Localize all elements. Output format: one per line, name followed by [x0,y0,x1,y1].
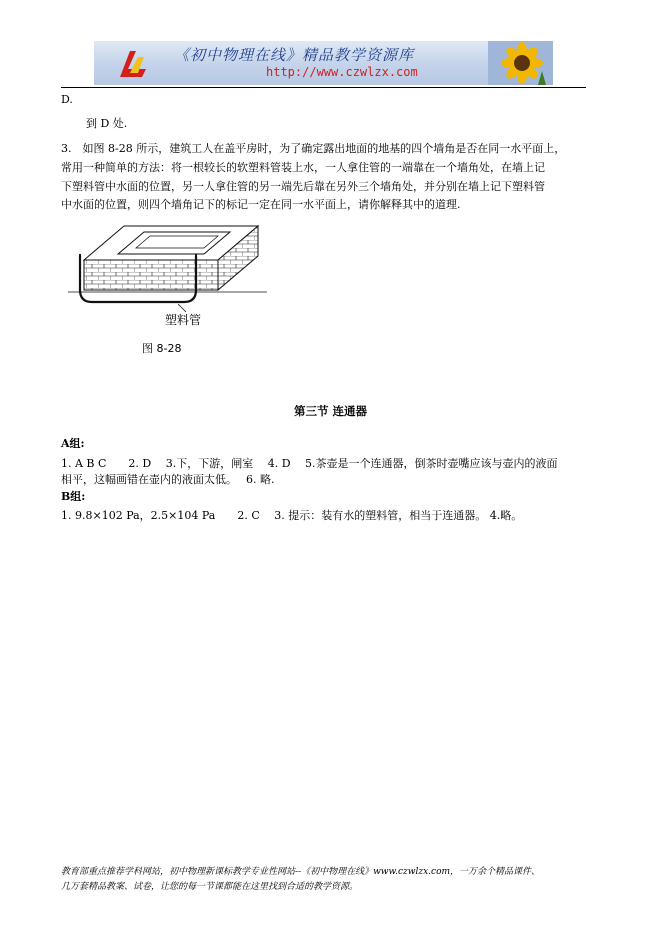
group-a-label: A组: [61,437,85,450]
footer-line-2: 几万套精品教案、试卷，让您的每一节课都能在这里找到合适的教学资源。 [61,882,359,892]
header-rule [61,87,586,88]
group-b-line: 1. 9.8×102 Pa，2.5×104 Pa 2. C 3. 提示：装有水的塑料管，相当于连通器。 4.略。 [61,509,523,522]
banner-title: 《初中物理在线》精品教学资源库 [174,46,415,64]
question-3-line-2: 常用一种简单的方法：将一根较长的软塑料管装上水，一人拿住管的一端靠在一个墙角处，在墙上记 [61,161,545,174]
sunflower-image [488,41,553,85]
group-a-line-2: 相平，这幅画错在壶内的液面太低。 6. 略. [61,473,275,486]
figure-8-28 [62,216,272,361]
question-3-line-4: 中水面的位置，则四个墙角记下的标记一定在同一水平面上，请你解释其中的道理. [61,198,461,211]
figure-caption: 图 8-28 [142,342,182,355]
figure-pipe-label: 塑料管 [165,313,202,327]
answer-d-line: D. [61,93,73,106]
answer-d-continuation: 到 D 处. [86,117,128,130]
section-title: 第三节 连通器 [293,404,367,418]
logo-icon [116,47,150,81]
banner-url[interactable]: http://www.czwlzx.com [266,65,418,79]
footer-line-1: 教育部重点推荐学科网站，初中物理新课标教学专业性网站--《初中物理在线》www.czwlzx.com，一万余个精品课件、 [61,867,541,877]
header-banner [94,41,553,85]
group-a-line-1: 1. A B C 2. D 3.下，下游，闸室 4. D 5.茶壶是一个连通器，倒茶时壶嘴应该与壶内的液面 [61,457,558,470]
question-3-line-1: 3. 如图 8-28 所示，建筑工人在盖平房时，为了确定露出地面的地基的四个墙角是否在同一水平面上， [61,142,566,155]
group-b-label: B组: [61,490,86,503]
question-3-line-3: 下塑料管中水面的位置，另一人拿住管的另一端先后靠在另外三个墙角处，并分别在墙上记下塑料管 [61,180,545,193]
